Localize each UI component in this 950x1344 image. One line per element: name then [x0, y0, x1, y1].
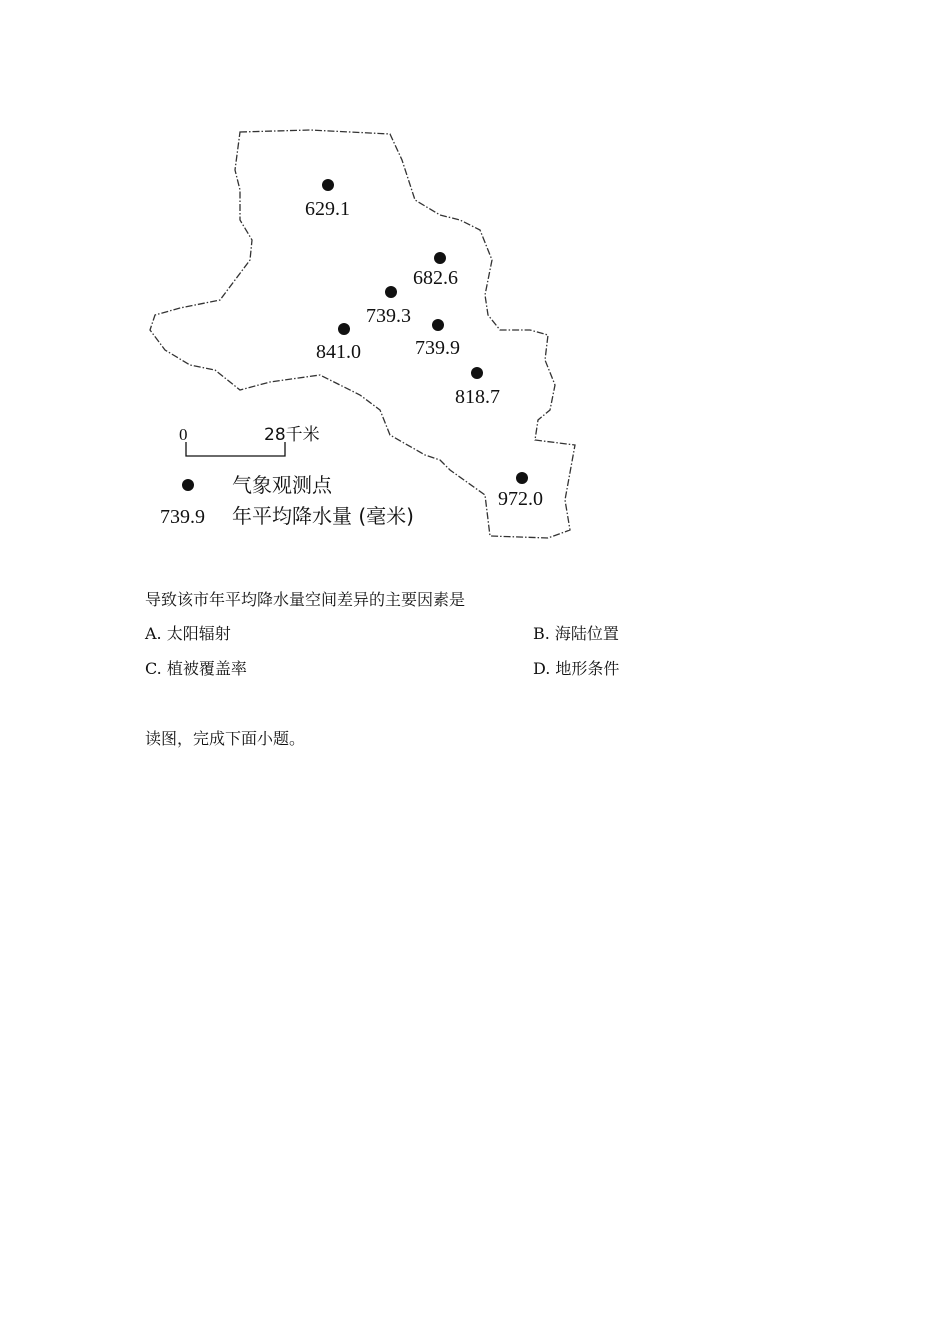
- question-stem: 导致该市年平均降水量空间差异的主要因素是: [145, 590, 466, 609]
- station-value: 739.9: [415, 337, 460, 359]
- station-dot: [471, 367, 483, 379]
- station-dot: [338, 323, 350, 335]
- station-dot: [385, 286, 397, 298]
- legend-station-dot: [182, 479, 194, 491]
- station-value: 841.0: [316, 341, 361, 363]
- legend-sample-value: 739.9: [160, 506, 205, 528]
- scale-distance: 28千米: [264, 425, 320, 445]
- station-dot: [322, 179, 334, 191]
- option-a[interactable]: A. 太阳辐射: [145, 624, 231, 643]
- scale-zero: 0: [179, 425, 188, 444]
- station-dot: [432, 319, 444, 331]
- next-question-prompt: 读图，完成下面小题。: [145, 729, 306, 748]
- option-c[interactable]: C. 植被覆盖率: [145, 659, 247, 678]
- station-value: 972.0: [498, 488, 543, 510]
- station-value: 818.7: [455, 386, 500, 408]
- station-value: 682.6: [413, 267, 458, 289]
- option-d[interactable]: D. 地形条件: [533, 659, 620, 678]
- legend-station-label: 气象观测点: [232, 473, 332, 497]
- station-dot: [516, 472, 528, 484]
- precipitation-map: [140, 120, 600, 560]
- option-b[interactable]: B. 海陆位置: [533, 624, 619, 643]
- station-dot: [434, 252, 446, 264]
- legend-value-label: 年平均降水量 (毫米): [232, 504, 414, 528]
- city-boundary: [150, 130, 575, 538]
- station-value: 629.1: [305, 198, 350, 220]
- station-value: 739.3: [366, 305, 411, 327]
